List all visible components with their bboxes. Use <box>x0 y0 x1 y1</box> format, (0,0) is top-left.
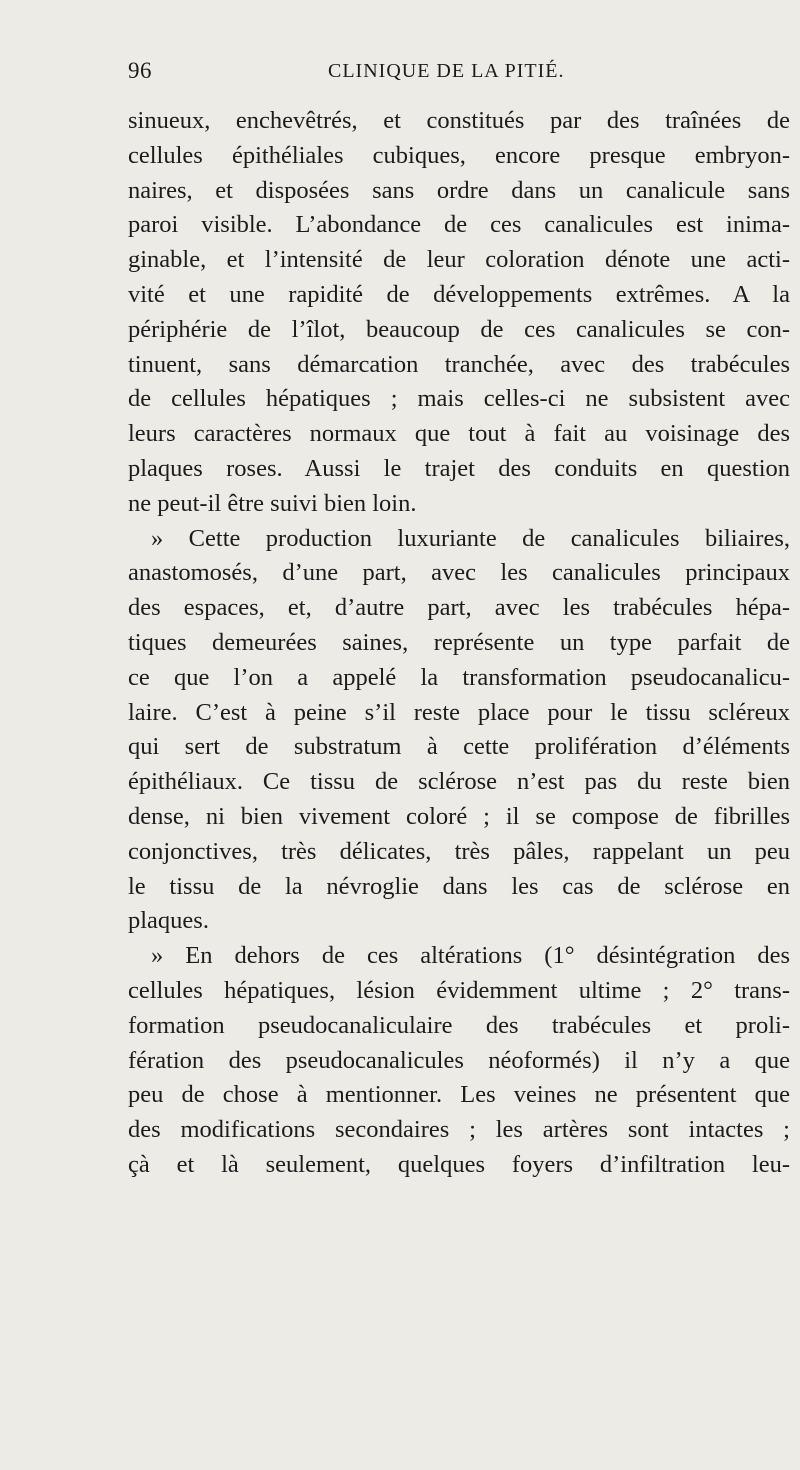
text-line: dense, ni bien vivement coloré ; il se compose de fibrilles <box>128 802 790 830</box>
paragraph-start-line: » En dehors de ces altérations (1° désintégration des <box>151 942 790 970</box>
text-line: laire. C’est à peine s’il reste place pour le tissu scléreux <box>128 698 790 726</box>
text-line: paroi visible. L’abondance de ces canalicules est inima- <box>128 211 790 239</box>
text-line: plaques roses. Aussi le trajet des conduits en question <box>128 454 790 482</box>
body-text <box>128 104 790 1183</box>
text-line: ce que l’on a appelé la transformation pseudocanalicu- <box>128 663 790 691</box>
page-number: 96 <box>128 58 152 83</box>
paragraph-start-line: » Cette production luxuriante de canalicules biliaires, <box>151 524 790 552</box>
text-line: épithéliaux. Ce tissu de sclérose n’est pas du reste bien <box>128 768 790 796</box>
text-line: des modifications secondaires ; les artères sont intactes ; <box>128 1116 790 1144</box>
text-line: cellules hépatiques, lésion évidemment ultime ; 2° trans- <box>128 976 790 1004</box>
text-line: conjonctives, très délicates, très pâles, rappelant un peu <box>128 837 790 865</box>
text-line: formation pseudocanaliculaire des trabécules et proli- <box>128 1011 790 1039</box>
text-line: tinuent, sans démarcation tranchée, avec des trabécules <box>128 350 790 378</box>
paragraph-end-line: ne peut-il être suivi bien loin. <box>128 489 417 517</box>
text-line: de cellules hépatiques ; mais celles-ci ne subsistent avec <box>128 385 790 413</box>
text-line: des espaces, et, d’autre part, avec les trabécules hépa- <box>128 594 790 622</box>
text-line: le tissu de la névroglie dans les cas de sclérose en <box>128 872 790 900</box>
paragraph-end-line: plaques. <box>128 907 209 935</box>
text-line: fération des pseudocanalicules néoformés) il n’y a que <box>128 1046 790 1074</box>
running-title: CLINIQUE DE LA PITIÉ. <box>328 60 565 82</box>
text-line: naires, et disposées sans ordre dans un canalicule sans <box>128 176 790 204</box>
text-line: ginable, et l’intensité de leur coloration dénote une acti- <box>128 246 790 274</box>
text-line: leurs caractères normaux que tout à fait au voisinage des <box>128 420 790 448</box>
running-head <box>128 58 788 92</box>
text-line: peu de chose à mentionner. Les veines ne présentent que <box>128 1081 790 1109</box>
text-line: sinueux, enchevêtrés, et constitués par des traînées de <box>128 107 790 134</box>
text-line: périphérie de l’îlot, beaucoup de ces canalicules se con- <box>128 315 790 343</box>
text-line: vité et une rapidité de développements extrêmes. A la <box>128 280 790 308</box>
text-line: qui sert de substratum à cette prolifération d’éléments <box>128 733 790 761</box>
text-line: tiques demeurées saines, représente un type parfait de <box>128 628 790 656</box>
text-line: cellules épithéliales cubiques, encore presque embryon- <box>128 141 790 169</box>
text-line: anastomosés, d’une part, avec les canalicules principaux <box>128 559 790 587</box>
text-line: çà et là seulement, quelques foyers d’infiltration leu- <box>128 1150 790 1178</box>
